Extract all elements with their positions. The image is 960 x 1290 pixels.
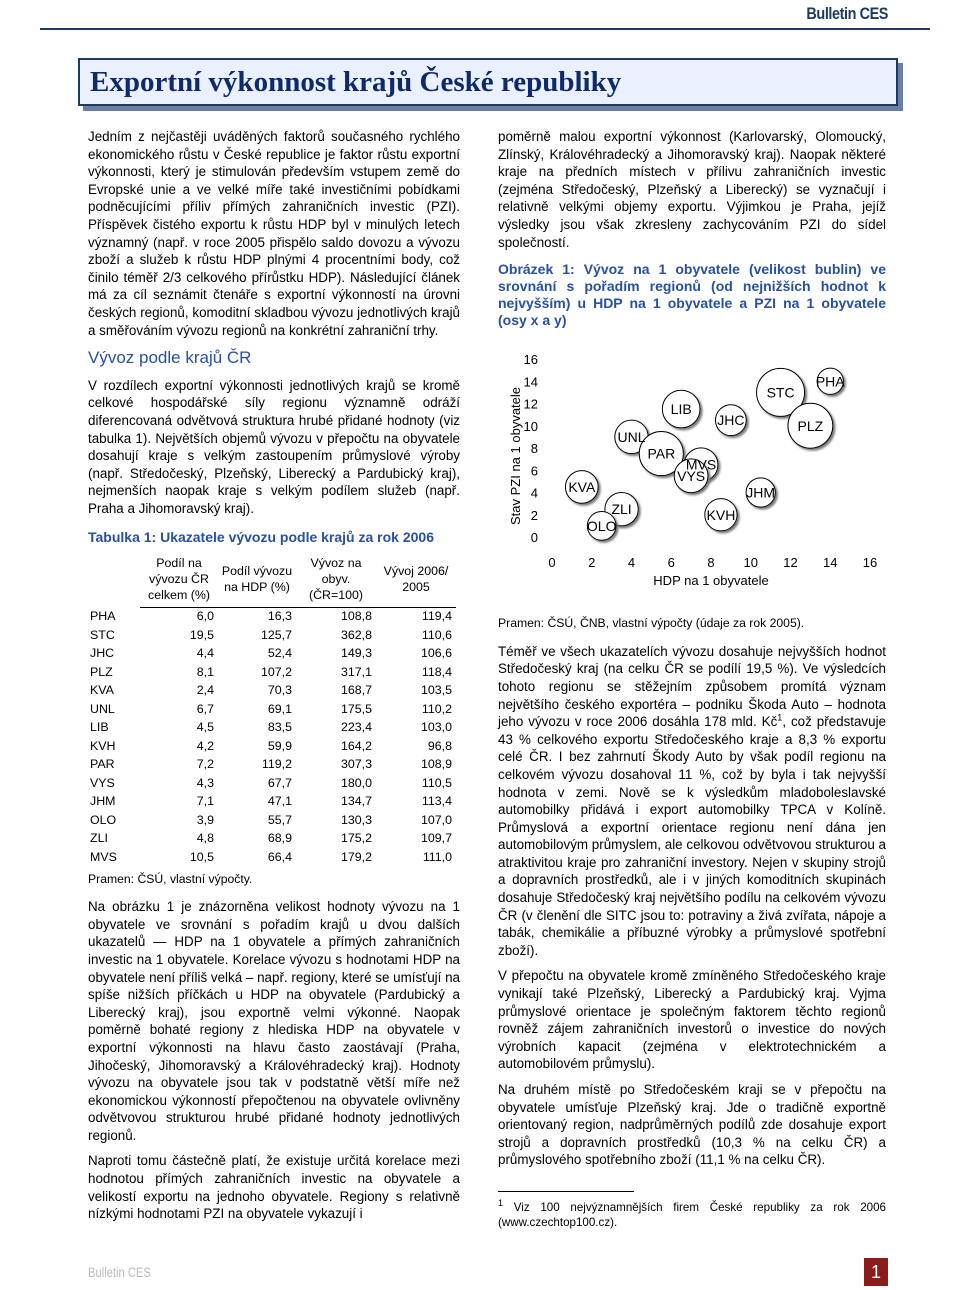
value-cell: 4,8 [196, 831, 214, 846]
bubble-label: STC [766, 384, 795, 401]
figure-discussion-paragraph: Na obrázku 1 je znázorněna velikost hodnoty vývozu na 1 obyvatele ve srovnání s pořadím krajů u dvou dalších ukazatelů — HDP na 1 obyvatele a přímých zahraničních investic na 1 obyvatele. Korelace vývozu s hodnotami HDP na obyvatele není příliš velká – např. regiony, které se umísťují na spíše nižších příčkách u HDP na obyvatele (Pardubický a Liberecký kraj), jsou exportně velmi výkonné. Naopak poměrně bohaté regiony z hlediska HDP na obyvatele v exportní výkonnosti na hlavu často zaostávají (Praha, Jihočeský, Jihomoravský a Královéhradecký kraj). Hodnoty vývozu na obyvatele jsou tak v podstatně větší míře než ekonomickou výkonností přepočtenou na obyvatele ovlivněny odvětvovou strukturou hrubé přidané hodnoty jednotlivých regionů. [88, 899, 460, 1143]
value-cell: 7,2 [196, 757, 214, 772]
x-axis-label: HDP na 1 obyvatele [653, 573, 769, 589]
value-cell: 125,7 [260, 627, 292, 642]
bubble-label: OLO [586, 518, 617, 535]
table-header: Podíl na vývozu ČR celkem (%) [140, 555, 218, 608]
right-column [498, 128, 886, 1230]
footnote [498, 1200, 886, 1230]
bubble-label: PHA [815, 373, 845, 390]
bubble-chart [498, 335, 886, 607]
y-tick-label: 6 [530, 463, 538, 479]
regions-paragraph: V přepočtu na obyvatele kromě zmíněného Středočeského kraje vynikají také Plzeňský, Liberecký a Pardubický kraj. Vyjma průmyslové orientace je společným faktorem těchto regionů rovněž zájem zahraničních investorů o investice do nových výrobních kapacit (zejména v elektrotechnickém a automobilovém průmyslu). [498, 968, 886, 1072]
region-code-cell: KVA [90, 683, 114, 698]
value-cell: 83,5 [267, 720, 292, 735]
y-tick-label: 2 [530, 507, 538, 523]
value-cell: 3,9 [196, 812, 214, 827]
page-title: Exportní výkonnost krajů České republiky [90, 66, 622, 98]
value-cell: 47,1 [267, 794, 292, 809]
value-cell: 307,3 [340, 757, 372, 772]
intro-paragraph: Jedním z nejčastěji uváděných faktorů současného rychlého ekonomického růstu v České republice je faktor růstu exportní výkonnosti, který je stimulován především vstupem země do Evropské unie a ve velké míře také investičními pobídkami podněcujícími příliv přímých zahraničních investic (PZI). Příspěvek čistého exportu k růstu HDP byl v minulých letech významný (např. v roce 2005 přispělo saldo dovozu a vývozu zboží a služeb k růstu HDP plnými 4 procentními body, což činilo téměř 2/3 celkového přírůstku HDP). Následující článek má za cíl seznámit čtenáře s exportní výkonností na úrovni českých regionů, komoditní skladbou vývozu jednotlivých krajů a směřováním vývozu regionů na konkrétní zahraniční trhy. [88, 129, 460, 338]
table-row [88, 793, 456, 812]
table-row [88, 848, 456, 867]
value-cell: 317,1 [340, 664, 372, 679]
value-cell: 180,0 [340, 775, 372, 790]
value-cell: 362,8 [340, 627, 372, 642]
value-cell: 107,0 [420, 812, 452, 827]
table-header: Vývoz na obyv. (ČR=100) [296, 555, 376, 608]
table-source: Pramen: ČSÚ, vlastní výpočty. [88, 871, 253, 886]
table-row [88, 663, 456, 682]
region-code-cell: MVS [90, 849, 117, 864]
x-tick-label: 8 [707, 555, 715, 571]
value-cell: 2,4 [196, 683, 214, 698]
table-header: Vývoj 2006/ 2005 [376, 555, 456, 608]
value-cell: 19,5 [189, 627, 214, 642]
value-cell: 119,4 [421, 609, 452, 624]
value-cell: 52,4 [267, 646, 292, 661]
value-cell: 179,2 [340, 849, 372, 864]
y-tick-label: 10 [523, 418, 538, 434]
footer-brand: Bulletin CES [88, 1264, 151, 1280]
value-cell: 103,5 [420, 683, 452, 698]
stc-text-b: , což představuje 43 % celkového exportu Středočeského kraje a 8,3 % exportu celé ČR. I bez zahrnutí Škody Auto by však podíl regionu na celkovém vývozu dosahoval 11 %, což by byla i tak nejvyšší hodnota v zemi. Nově se k výsledkům mladoboleslavské automobilky přidává i export automobilky TPCA v Kolíně. Průmyslová a exportní orientace regionu není dána jen automobilovým průmyslem, ale celkovou odvětvovou strukturou a atraktivitou kraje pro zahraniční investory. Nejen v skupiny strojů a dopravních prostředků, ale i v jiných komoditních skupinách dosahuje Středočeský kraj největšího podílu na celkovém vývozu ČR (v členění dle SITC jsou to: potraviny a živá zvířata, nápoje a tabák, chemikálie a příbuzné výrobky a průmyslové spotřební zboží). [498, 714, 886, 958]
value-cell: 106,6 [420, 646, 452, 661]
value-cell: 68,9 [267, 831, 292, 846]
bubble-chart-svg [498, 335, 886, 607]
y-axis-label: Stav PZI na 1 obyvatele [508, 387, 523, 526]
value-cell: 4,5 [196, 720, 214, 735]
x-tick-label: 4 [627, 555, 636, 571]
value-cell: 164,2 [340, 738, 372, 753]
value-cell: 175,2 [340, 831, 372, 846]
y-tick-label: 14 [523, 374, 538, 390]
y-tick-label: 12 [523, 396, 538, 412]
footnote-ref: 1 [777, 712, 783, 723]
value-cell: 111,0 [422, 849, 452, 864]
region-code-cell: ZLI [90, 831, 108, 846]
value-cell: 134,7 [340, 794, 372, 809]
header-brand: Bulletin CES [806, 4, 888, 23]
value-cell: 6,7 [196, 701, 214, 716]
bubble-label: JHC [717, 412, 745, 429]
value-cell: 10,5 [189, 849, 214, 864]
region-code-cell: JHM [90, 794, 116, 809]
region-code-cell: UNL [90, 701, 115, 716]
value-cell: 119,2 [261, 757, 292, 772]
table-title: Tabulka 1: Ukazatele vývozu podle krajů za rok 2006 [88, 529, 434, 546]
value-cell: 66,4 [267, 849, 292, 864]
y-tick-label: 4 [530, 485, 538, 501]
region-code-cell: OLO [90, 812, 117, 827]
title-box [78, 58, 898, 106]
footnote-text: Viz 100 nejvýznamnějších firem České republiky za rok 2006 (www.czechtop100.cz). [498, 1200, 886, 1229]
value-cell: 96,8 [427, 738, 452, 753]
value-cell: 109,7 [420, 831, 452, 846]
bubble-label: KVA [568, 479, 596, 496]
value-cell: 110,2 [421, 701, 452, 716]
value-cell: 149,3 [340, 646, 372, 661]
table-row [88, 682, 456, 701]
value-cell: 113,4 [421, 794, 452, 809]
table-row [88, 626, 456, 645]
table-row [88, 756, 456, 775]
region-code-cell: PHA [90, 609, 116, 624]
table-row [88, 774, 456, 793]
stc-paragraph [498, 643, 886, 960]
bubble-label: JHM [746, 484, 776, 501]
x-tick-label: 14 [823, 555, 838, 571]
bubble-label: LIB [670, 401, 692, 418]
value-cell: 175,5 [340, 701, 372, 716]
plzen-paragraph: Na druhém místě po Středočeském kraji se v přepočtu na obyvatele umísťuje Plzeňský kraj. Jde o tradičně exportně orientovaný region, nadprůměrných podílů zde dosahuje export strojů a dopravních prostředků (10,3 % na celku ČR) a průmyslového spotřebního zboží (11,1 % na celku ČR). [498, 1082, 886, 1168]
value-cell: 4,4 [196, 646, 214, 661]
table-row [88, 811, 456, 830]
region-code-cell: LIB [90, 720, 109, 735]
region-code-cell: VYS [90, 775, 115, 790]
value-cell: 107,2 [260, 664, 292, 679]
continuation-paragraph: poměrně malou exportní výkonnost (Karlovarský, Olomoucký, Zlínský, Královéhradecký a Jihomoravský kraj). Naopak některé kraje na předních místech v přílivu zahraničních investic (zejména Středočeský, Plzeňský a Liberecký) se vyznačují i relativně velkými objemy exportu. Výjimkou je Praha, jejíž výsledky jsou však zkresleny zachycováním PZI do sídel společností. [498, 129, 886, 250]
y-tick-label: 8 [530, 441, 538, 457]
x-tick-label: 0 [548, 555, 556, 571]
y-tick-label: 0 [530, 530, 538, 546]
value-cell: 7,1 [196, 794, 214, 809]
section-paragraph: V rozdílech exportní výkonnosti jednotlivých krajů se kromě celkové hospodářské síly regionu významně odráží diferencovaná odvětvová struktura hrubé přidané hodnoty (viz tabulka 1). Největších objemů vývozu v přepočtu na obyvatele dosahují kraje s velkým zastoupením průmyslové výroby (např. Středočeský, Plzeňský, Liberecký a Pardubický kraj), nejmenších naopak kraje s velkým podílem služeb (např. Praha a Jihomoravský kraj). [88, 377, 460, 516]
bubble-label: MVS [685, 456, 717, 473]
footnote-rule [498, 1191, 634, 1192]
value-cell: 130,3 [340, 812, 372, 827]
section-heading: Vývoz podle krajů ČR [88, 348, 252, 368]
bubble-label: UNL [617, 429, 646, 446]
value-cell: 223,4 [340, 720, 372, 735]
value-cell: 67,7 [267, 775, 292, 790]
value-cell: 108,9 [420, 757, 452, 772]
table-header: Podíl vývozu na HDP (%) [218, 555, 296, 608]
value-cell: 6,0 [196, 609, 214, 624]
value-cell: 103,0 [420, 720, 452, 735]
bubble-label: PLZ [797, 417, 824, 434]
figure-source: Pramen: ČSÚ, ČNB, vlastní výpočty (údaje za rok 2005). [498, 616, 805, 631]
table-row [88, 608, 456, 627]
region-code-cell: PLZ [90, 664, 113, 679]
value-cell: 59,9 [267, 738, 292, 753]
region-code-cell: KVH [90, 738, 116, 753]
page-number: 1 [864, 1258, 888, 1286]
bubble-label: VYS [677, 467, 706, 484]
bubble-label: PAR [647, 445, 676, 462]
footnote-number: 1 [498, 1198, 504, 1209]
table-row [88, 645, 456, 664]
stc-text-a: Téměř ve všech ukazatelích vývozu dosahuje nejvyšších hodnot Středočeský kraj (na celku ČR se podílí 19,5 %). Ve výsledcích tohoto regionu se stěžejním způsobem promítá význam největšího českého exportéra – podniku Škoda Auto – hodnota jeho vývozu v roce 2006 dosáhla 178 mld. Kč [498, 643, 886, 730]
region-code-cell: PAR [90, 757, 115, 772]
value-cell: 110,6 [421, 627, 452, 642]
left-column [88, 128, 460, 1231]
x-tick-label: 12 [783, 555, 798, 571]
value-cell: 70,3 [267, 683, 292, 698]
value-cell: 69,1 [267, 701, 292, 716]
region-code-cell: JHC [90, 646, 115, 661]
table-row [88, 830, 456, 849]
bubble-label: ZLI [611, 501, 632, 518]
region-code-cell: STC [90, 627, 115, 642]
value-cell: 108,8 [340, 609, 372, 624]
value-cell: 55,7 [267, 812, 292, 827]
x-tick-label: 2 [588, 555, 596, 571]
correlation-paragraph: Naproti tomu částečně platí, že existuje určitá korelace mezi hodnotou přímých zahraničních investic na obyvatele a velikostí exportu na jednoho obyvatele. Regiony s relativně nízkými hodnotami PZI na obyvatele vykazují i [88, 1153, 460, 1222]
table-corner [88, 555, 140, 608]
table-row [88, 737, 456, 756]
y-tick-label: 16 [523, 352, 538, 368]
x-tick-label: 10 [743, 555, 758, 571]
table-row [88, 700, 456, 719]
value-cell: 8,1 [196, 664, 214, 679]
table-row [88, 719, 456, 738]
value-cell: 4,3 [196, 775, 214, 790]
value-cell: 4,2 [196, 738, 214, 753]
bubble-label: KVH [706, 506, 736, 523]
x-tick-label: 16 [862, 555, 878, 571]
value-cell: 16,3 [267, 609, 292, 624]
value-cell: 110,5 [421, 775, 452, 790]
header-rule [40, 28, 930, 30]
indicator-table [88, 555, 456, 867]
value-cell: 118,4 [421, 664, 452, 679]
figure-title: Obrázek 1: Vývoz na 1 obyvatele (velikost bublin) ve srovnání s pořadím regionů (od nejnižších hodnot k nejvyšším) u HDP na 1 obyvatele a PZI na 1 obyvatele (osy x a y) [498, 261, 886, 329]
x-tick-label: 6 [667, 555, 675, 571]
value-cell: 168,7 [340, 683, 372, 698]
